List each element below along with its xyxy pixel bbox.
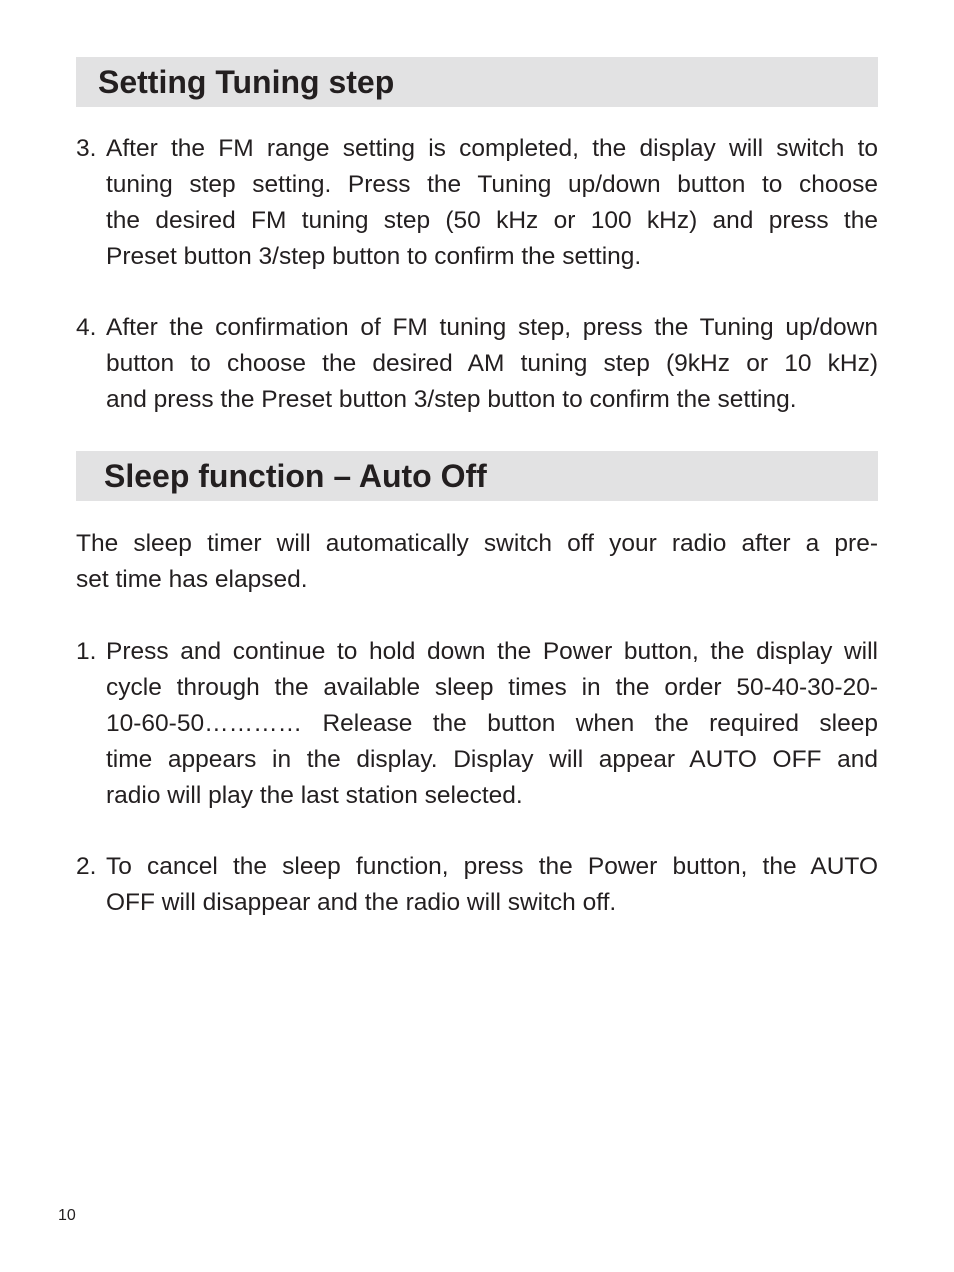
list-item-text-line: To cancel the sleep function, press the Power button, the AUTO [106,853,878,880]
paragraph-text-line: The sleep timer will automatically switch off your radio after a pre- [76,530,878,557]
list-item-text-line: After the FM range setting is completed, the display will switch to [106,135,878,162]
section-title: Sleep function – Auto Off [104,458,487,494]
list-item-text-line: After the confirmation of FM tuning step, press the Tuning up/down [106,314,878,341]
section-title: Setting Tuning step [98,64,395,100]
list-item-text-line: the desired FM tuning step (50 kHz or 100 kHz) and press the [106,207,878,234]
list-item-sleep-step-2 [76,849,878,921]
list-item-text-line: cycle through the available sleep times in the order 50-40-30-20- [106,674,878,701]
list-item-text-line: Preset button 3/step button to confirm the setting. [106,243,642,270]
list-item-text-line: OFF will disappear and the radio will switch off. [106,889,617,916]
list-item-number: 3. [76,135,97,162]
list-item-number: 2. [76,853,97,880]
section-header-setting-tuning-step [76,57,878,107]
list-item-step-4 [76,310,878,418]
list-item-number: 4. [76,314,97,341]
list-item-text-line: tuning step setting. Press the Tuning up/down button to choose [106,171,878,198]
list-item-text-line: button to choose the desired AM tuning step (9kHz or 10 kHz) [106,350,878,377]
list-item-number: 1. [76,638,97,665]
list-item-sleep-step-1 [76,634,878,814]
paragraph-text-line: set time has elapsed. [76,566,308,593]
page-number: 10 [58,1207,76,1224]
section-header-sleep-function [76,451,878,501]
list-item-text-line: and press the Preset button 3/step button to confirm the setting. [106,386,797,413]
list-item-text-line: time appears in the display. Display will appear AUTO OFF and [106,746,878,773]
sleep-intro-paragraph [76,526,878,598]
list-item-step-3 [76,131,878,275]
list-item-text-line: Press and continue to hold down the Power button, the display will [106,638,878,665]
list-item-text-line: 10-60-50………… Release the button when the required sleep [106,710,878,737]
list-item-text-line: radio will play the last station selected. [106,782,523,809]
